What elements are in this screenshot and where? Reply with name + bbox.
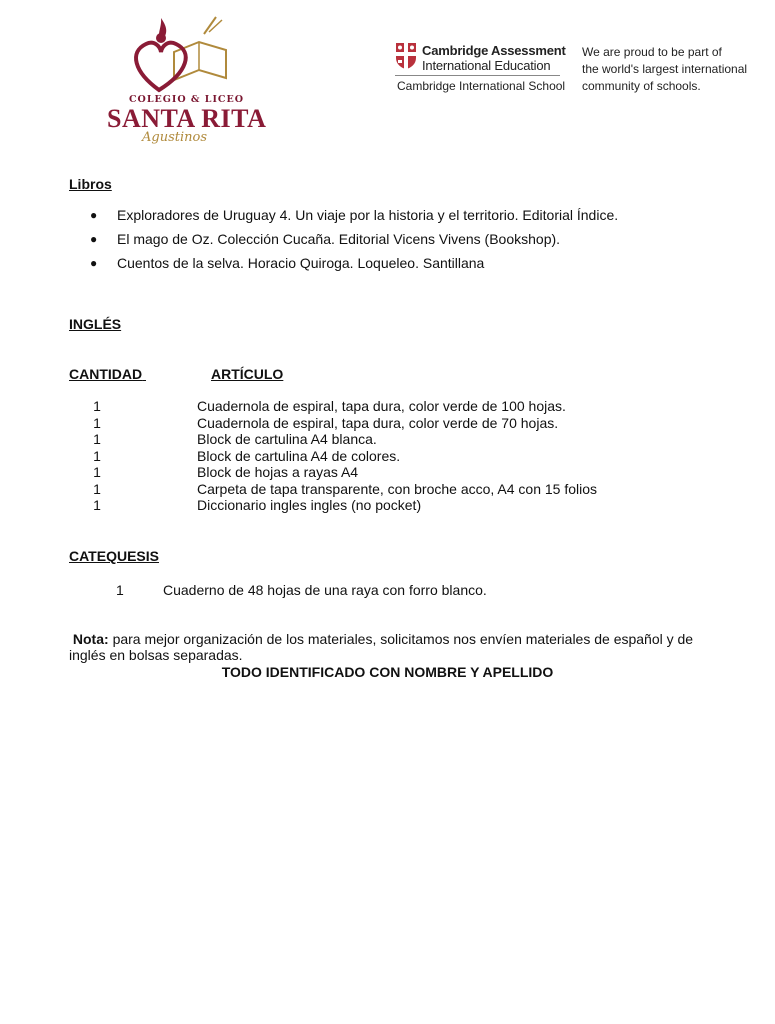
qty-cell: 1 xyxy=(93,464,101,480)
catequesis-heading: CATEQUESIS xyxy=(69,548,159,564)
ingles-heading: INGLÉS xyxy=(69,316,122,332)
qty-cell: 1 xyxy=(93,447,101,464)
articulo-column-header: ARTÍCULO xyxy=(211,366,284,382)
list-item-text: Exploradores de Uruguay 4. Un viaje por la historia y el territorio. Editorial Índice. xyxy=(117,207,619,223)
tagline-line: community of schools. xyxy=(582,79,701,93)
note-final-instruction: TODO IDENTIFICADO CON NOMBRE Y APELLIDO xyxy=(221,664,554,680)
item-cell: Block de cartulina A4 blanca. xyxy=(197,431,377,447)
cambridge-shield-icon xyxy=(395,42,417,70)
item-cell: Diccionario ingles ingles (no pocket) xyxy=(197,497,422,513)
heart-book-emblem-icon xyxy=(104,12,264,97)
qty-cell: 1 xyxy=(93,414,101,431)
cambridge-logo xyxy=(395,42,565,94)
ingles-qty-column xyxy=(92,398,102,514)
cambridge-line3: Cambridge International School xyxy=(397,79,566,93)
cambridge-line2: International Education xyxy=(422,58,551,73)
bullet-icon: ● xyxy=(90,208,98,222)
note-text: para mejor organización de los materiales, solicitamos nos envíen materiales de español y de inglés en bolsas separadas. xyxy=(69,631,694,663)
item-cell: Carpeta de tapa transparente, con broche acco, A4 con 15 folios xyxy=(197,480,598,497)
item-cell: Cuadernola de espiral, tapa dura, color verde de 70 hojas. xyxy=(197,414,559,431)
qty-cell: 1 xyxy=(93,497,101,513)
school-logo-name: SANTA RITA xyxy=(107,104,267,133)
school-logo-script: Agustinos xyxy=(142,130,208,145)
tagline-line: We are proud to be part of xyxy=(582,45,722,59)
cambridge-divider xyxy=(395,75,560,76)
list-item-text: Cuentos de la selva. Horacio Quiroga. Loqueleo. Santillana xyxy=(117,255,485,271)
qty-cell: 1 xyxy=(93,398,101,414)
note-label: Nota: xyxy=(72,631,109,647)
tagline-line: the world's largest international xyxy=(582,62,748,76)
libros-heading: Libros xyxy=(69,176,112,192)
cantidad-column-header xyxy=(69,366,146,382)
bullet-icon: ● xyxy=(90,256,98,270)
catequesis-item: Cuaderno de 48 hojas de una raya con forro blanco. xyxy=(163,582,487,598)
item-cell: Block de hojas a rayas A4 xyxy=(197,464,359,480)
item-cell: Block de cartulina A4 de colores. xyxy=(197,447,401,464)
qty-cell: 1 xyxy=(93,480,101,497)
cambridge-line1: Cambridge Assessment xyxy=(422,43,566,58)
school-logo xyxy=(104,12,267,152)
qty-cell: 1 xyxy=(93,431,101,447)
cambridge-tagline xyxy=(582,44,762,95)
school-logo-subtitle: COLEGIO & LICEO xyxy=(129,94,244,105)
catequesis-qty: 1 xyxy=(116,582,124,598)
list-item-text: El mago de Oz. Colección Cucaña. Editorial Vicens Vivens (Bookshop). xyxy=(117,231,561,247)
item-cell: Cuadernola de espiral, tapa dura, color verde de 100 hojas. xyxy=(197,398,566,414)
ingles-item-column xyxy=(197,398,597,514)
cantidad-label: CANTIDAD xyxy=(69,366,143,382)
note-paragraph xyxy=(69,631,719,663)
bullet-icon: ● xyxy=(90,232,98,246)
